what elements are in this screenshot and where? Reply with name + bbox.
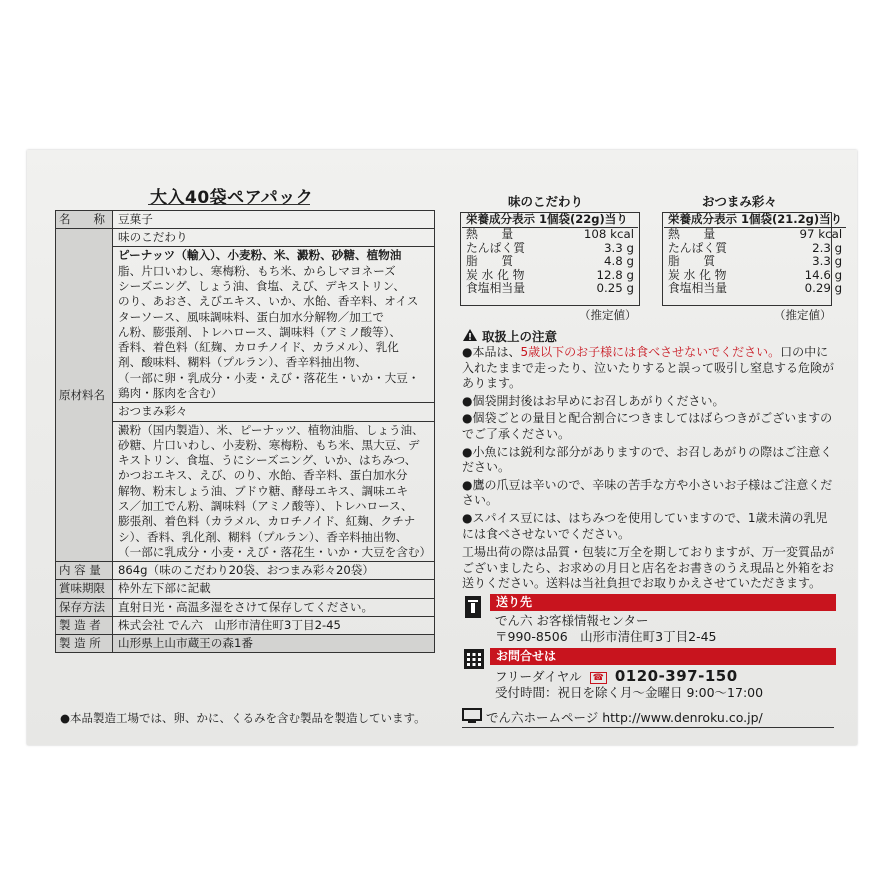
nutrition2-table <box>664 213 846 295</box>
ingredient-line: 澱粉（国内製造）、米、ピーナッツ、植物油脂、しょう油、 <box>118 422 424 437</box>
ingredient-line: 脂、片口いわし、寒梅粉、もち米、からしマヨネーズ <box>118 263 396 278</box>
nutrient-value: 3.3 g <box>604 240 634 255</box>
ingredient-line: キストリン、食塩、うにシーズニング、いか、はちみつ、 <box>118 453 417 468</box>
spec-row-name <box>56 211 435 229</box>
nutrition2-product: おつまみ彩々 <box>702 194 777 209</box>
warning-icon <box>462 328 478 342</box>
warning-item-4: ●小魚には鋭利な部分がありますので、お召しあがりの際はご注意ください。 <box>462 444 833 475</box>
send-address <box>495 613 717 645</box>
monitor-icon <box>462 708 482 724</box>
nutrient-name: 食塩相当量 <box>668 281 727 296</box>
business-hours: 受付時間：祝日を除く月〜金曜日 9:00〜17:00 <box>495 685 764 700</box>
nutrient-value: 0.25 g <box>596 281 634 296</box>
maker-label: 製 造 者 <box>56 616 113 634</box>
ingredient-line: のり、あおさ、えびエキス、いか、水飴、香辛料、オイス <box>118 294 419 309</box>
homepage-link[interactable]: でん六ホームページ http://www.denroku.co.jp/ <box>486 710 763 725</box>
freedial-icon: ☎ <box>590 672 607 684</box>
nutrition2-header: 栄養成分表示 1個袋(21.2g)当り <box>664 213 846 228</box>
nutrient-value: 108 kcal <box>583 227 634 242</box>
send-line-2: 〒990-8506 山形市清住町3丁目2-45 <box>495 629 717 644</box>
section2-name: おつまみ彩々 <box>113 403 435 421</box>
nutrient-name: 熱 量 <box>668 227 716 242</box>
freedial-label: フリーダイヤル <box>495 669 582 684</box>
spec-row-maker <box>56 616 435 634</box>
warning-item-5: ●鷹の爪豆は辛いので、辛味の苦手な方や小さいお子様はご注意ください。 <box>462 477 833 508</box>
storage-label: 保存方法 <box>56 598 113 616</box>
product-title: 大入40袋ペアパック <box>150 188 314 208</box>
plant-value: 山形県上山市蔵王の森1番 <box>113 635 435 653</box>
ingredient-line: 剤、酸味料、糊料（プルラン）、香辛料抽出物、 <box>118 355 367 370</box>
nutrient-name: たんぱく質 <box>466 240 525 255</box>
warning-item-1 <box>462 345 837 392</box>
content-label: 内 容 量 <box>56 562 113 580</box>
warnings-title: 取扱上の注意 <box>482 329 558 344</box>
ingredient-line: シ）、香料、乳化剤、糊料（プルラン）、香辛料抽出物、 <box>118 529 408 544</box>
nutrient-name: 脂 質 <box>466 254 514 269</box>
warning-red-text: 5歳以下のお子様には食べさせないでください。 <box>520 345 781 359</box>
spec-row-plant <box>56 635 435 653</box>
factory-allergen-note: ●本品製造工場では、卵、かに、くるみを含む製品を製造しています。 <box>60 711 426 725</box>
maker-value: 株式会社 でん六 山形市清住町3丁目2-45 <box>113 616 435 634</box>
spec-row-ingredients-1 <box>56 229 435 247</box>
nutrition1-table <box>462 213 638 295</box>
content-value: 864g（味のこだわり20袋、おつまみ彩々20袋） <box>113 562 435 580</box>
ingredients-label: 原材料名 <box>56 229 113 562</box>
homepage-underline <box>462 727 834 728</box>
nutrient-name: 熱 量 <box>466 227 514 242</box>
warnings-body <box>462 345 837 594</box>
ingredient-line: 砂糖、片口いわし、小麦粉、寒梅粉、もち米、黒大豆、デ <box>118 437 420 452</box>
nutrient-name: 脂 質 <box>668 254 716 269</box>
ingredient-line: 膨張剤、着色料（カラメル、カロチノイド、紅麹、クチナ <box>118 514 416 529</box>
plant-label: 製 造 所 <box>56 635 113 653</box>
factory-quality-note: 工場出荷の際は品質・包装に万全を期しておりますが、万一変質品がございましたら、お求めの月日と店名をお書きのうえ現品と外箱をお送りください。送料は当社負担でお取りかえさせていただきます。 <box>462 545 835 591</box>
nutrient-value: 2.3 g <box>812 240 843 255</box>
send-to-label: 送り先 <box>496 595 533 609</box>
ingredient-line: （一部に乳成分・小麦・えび・落花生・いか・大豆を含む） <box>118 544 432 559</box>
name-label: 名 称 <box>56 211 113 229</box>
inquiry-label: お問合せは <box>496 649 557 663</box>
nutrient-name: たんぱく質 <box>668 240 727 255</box>
warning-text: ●本品は、 <box>462 345 521 359</box>
ingredient-line: シーズニング、しょう油、食塩、えび、デキストリン、 <box>118 279 405 293</box>
nutrient-value: 14.6 g <box>804 267 843 282</box>
mail-icon <box>463 594 485 624</box>
nutrient-value: 4.8 g <box>604 254 634 269</box>
spec-row-expiry <box>56 580 435 598</box>
nutrition1-header: 栄養成分表示 1個袋(22g)当り <box>462 213 638 228</box>
nutrition1-estimate-note: （推定値） <box>579 308 637 322</box>
send-to-bar <box>490 594 836 611</box>
spec-row-storage <box>56 598 435 616</box>
ingredient-line: 香料、着色料（紅麹、カロチノイド、カラメル）、乳化 <box>118 340 399 355</box>
warning-item-2: ●個袋開封後はお早めにお召しあがりください。 <box>462 393 725 408</box>
ingredient-line: （一部に卵・乳成分・小麦・えび・落花生・いか・大豆・ <box>118 370 420 385</box>
expiry-label: 賞味期限 <box>56 580 113 598</box>
title-underline <box>148 204 310 205</box>
warning-item-6: ●スパイス豆には、はちみつを使用していますので、1歳未満の乳児には食べさせないでください。 <box>462 510 828 541</box>
ingredient-line: 鶏肉・豚肉を含む） <box>118 386 223 401</box>
section1-name: 味のこだわり <box>113 229 435 247</box>
nutrient-name: 炭 水 化 物 <box>668 267 727 282</box>
spec-row-content <box>56 562 435 580</box>
nutrient-value: 97 kcal <box>799 227 843 242</box>
phone-icon <box>463 648 485 670</box>
nutrition2-estimate-note: （推定値） <box>774 308 832 322</box>
warning-item-3: ●個袋ごとの量目と配合割合につきましてはばらつきがございますのでご了承ください。 <box>462 411 833 441</box>
ingredient-line: ん粉、膨張剤、トレハロース、調味料（アミノ酸等）、 <box>118 324 402 339</box>
nutrient-value: 3.3 g <box>812 254 843 269</box>
nutrient-value: 0.29 g <box>804 281 843 296</box>
storage-value: 直射日光・高温多湿をさけて保存してください。 <box>113 598 435 616</box>
name-value: 豆菓子 <box>113 211 435 229</box>
freedial-line <box>495 668 738 685</box>
inquiry-bar <box>490 648 836 665</box>
phone-number: 0120-397-150 <box>614 667 738 685</box>
nutrient-name: 食塩相当量 <box>466 281 525 296</box>
warning-text: 口の中に入れたままで走ったり、泣いたりすると誤って吸引し窒息する危険があります。 <box>462 345 835 391</box>
ingredient-line: かつおエキス、えび、のり、水飴、香辛料、蛋白加水分 <box>118 468 408 483</box>
section1-ingredients <box>113 247 435 403</box>
expiry-value: 枠外左下部に記載 <box>113 580 435 598</box>
section2-ingredients <box>113 421 435 562</box>
nutrient-value: 12.8 g <box>596 267 634 282</box>
nutrition1-product: 味のこだわり <box>508 194 584 209</box>
nutrient-name: 炭 水 化 物 <box>466 267 525 282</box>
spec-table <box>55 210 435 653</box>
ingredient-line: 解物、粉末しょう油、ブドウ糖、酵母エキス、調味エキ <box>118 483 408 498</box>
ingredient-line: ターソース、風味調味料、蛋白加水分解物／加工で <box>118 309 384 324</box>
ingredient-line: ピーナッツ（輸入）、小麦粉、米、澱粉、砂糖、植物油 <box>118 248 402 263</box>
ingredient-line: ス／加工でん粉、調味料（アミノ酸等）、トレハロース、 <box>118 499 413 514</box>
send-line-1: でん六 お客様情報センター <box>495 613 649 628</box>
